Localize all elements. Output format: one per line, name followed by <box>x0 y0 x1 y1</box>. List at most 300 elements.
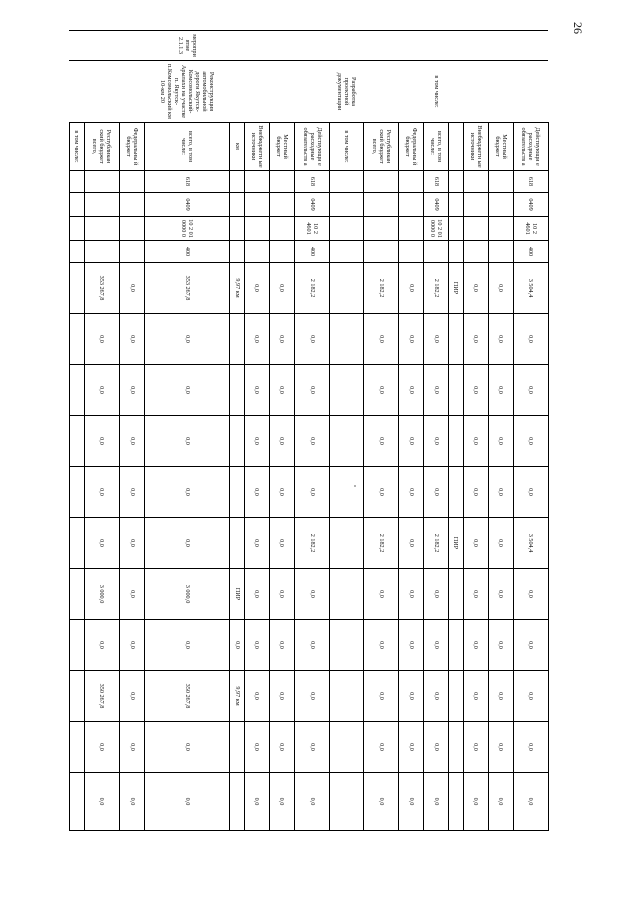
code-cell <box>70 193 85 217</box>
name-cell <box>488 31 513 61</box>
name-cell <box>363 31 398 61</box>
amount-cell <box>70 314 85 365</box>
amount-cell <box>449 773 464 831</box>
amount-cell <box>70 569 85 620</box>
funding-type-cell: в том числе: <box>330 123 364 171</box>
amount-cell: 0,0 <box>120 263 145 314</box>
amount-cell: 0,0 <box>424 416 449 467</box>
amount-cell: 0,0 <box>294 365 329 416</box>
amount-cell: 0,0 <box>488 518 513 569</box>
amount-cell <box>330 569 364 620</box>
amount-cell: 0,0 <box>424 467 449 518</box>
rotated-table-wrapper <box>69 30 549 830</box>
amount-cell: 0,0 <box>463 569 488 620</box>
amount-cell: 0,0 <box>463 518 488 569</box>
amount-cell: 0,0 <box>145 773 230 831</box>
table-row <box>294 31 329 831</box>
amount-cell: 2 182,2 <box>424 518 449 569</box>
amount-cell <box>230 416 245 467</box>
amount-cell: 0,0 <box>424 620 449 671</box>
amount-cell <box>449 416 464 467</box>
amount-cell: 0,0 <box>399 518 424 569</box>
amount-cell <box>230 722 245 773</box>
amount-cell: 0,0 <box>244 263 269 314</box>
amount-cell <box>230 773 245 831</box>
amount-cell <box>70 773 85 831</box>
amount-cell <box>70 467 85 518</box>
amount-cell: 0,0 <box>244 569 269 620</box>
amount-cell: 0,0 <box>488 773 513 831</box>
amount-cell: 0,0 <box>244 773 269 831</box>
subject-cell <box>488 61 513 123</box>
amount-cell <box>330 314 364 365</box>
table-row <box>363 31 398 831</box>
amount-cell: 0,0 <box>399 314 424 365</box>
funding-type-cell: всего, в том числе: <box>424 123 449 171</box>
amount-cell: 9,97 км <box>230 671 245 722</box>
code-cell <box>424 241 449 263</box>
amount-cell: 0,0 <box>294 773 329 831</box>
table-row <box>488 31 513 831</box>
code-cell <box>269 217 294 241</box>
amount-cell: 0,0 <box>145 518 230 569</box>
code-cell <box>399 241 424 263</box>
code-cell: 0409 <box>294 193 329 217</box>
table-row <box>463 31 488 831</box>
amount-cell: 0,0 <box>269 722 294 773</box>
code-cell <box>330 171 364 193</box>
code-cell: 10 2 01 0000 0 <box>424 217 449 241</box>
code-cell <box>70 217 85 241</box>
amount-cell: 0,0 <box>145 620 230 671</box>
amount-cell: 0,0 <box>463 365 488 416</box>
amount-cell <box>70 620 85 671</box>
subject-cell <box>449 61 464 123</box>
amount-cell <box>449 722 464 773</box>
code-cell <box>330 217 364 241</box>
code-cell <box>399 217 424 241</box>
amount-cell: 0,0 <box>424 314 449 365</box>
amount-cell: 0,0 <box>269 314 294 365</box>
amount-cell: 0,0 <box>84 314 119 365</box>
table-row <box>120 31 145 831</box>
code-cell <box>269 193 294 217</box>
amount-cell: 0,0 <box>120 722 145 773</box>
amount-cell: 0,0 <box>488 467 513 518</box>
amount-cell: 0,0 <box>145 416 230 467</box>
amount-cell: 0,0 <box>294 416 329 467</box>
amount-cell: 0,0 <box>84 416 119 467</box>
amount-cell: 0,0 <box>269 620 294 671</box>
name-cell <box>84 31 119 61</box>
code-cell <box>488 171 513 193</box>
amount-cell <box>330 263 364 314</box>
amount-cell: 3 504,4 <box>513 263 548 314</box>
amount-cell: 0,0 <box>120 467 145 518</box>
amount-cell: 0,0 <box>363 722 398 773</box>
code-cell <box>463 171 488 193</box>
amount-cell: 3 000,0 <box>145 569 230 620</box>
code-cell <box>488 193 513 217</box>
amount-cell: 0,0 <box>488 263 513 314</box>
funding-type-cell: Действующи е расходные обязательств а <box>294 123 329 171</box>
amount-cell: 0,0 <box>269 365 294 416</box>
funding-type-cell: всего, в том числе: <box>145 123 230 171</box>
name-cell: мероприятие 2.1.1.3 <box>145 31 230 61</box>
amount-cell: 2 182,2 <box>294 263 329 314</box>
amount-cell: 0,0 <box>513 314 548 365</box>
code-cell <box>70 241 85 263</box>
amount-cell: 0,0 <box>513 365 548 416</box>
funding-type-cell: Местный бюджет <box>488 123 513 171</box>
subject-cell: в том числе: <box>424 61 449 123</box>
amount-cell: ПИР <box>449 263 464 314</box>
amount-cell <box>449 671 464 722</box>
amount-cell: 0,0 <box>488 365 513 416</box>
amount-cell: 0,0 <box>488 416 513 467</box>
amount-cell: 0,0 <box>513 773 548 831</box>
funding-type-cell: км <box>230 123 245 171</box>
amount-cell <box>230 365 245 416</box>
amount-cell: 0,0 <box>424 722 449 773</box>
amount-cell: 0,0 <box>513 416 548 467</box>
code-cell: 0409 <box>513 193 548 217</box>
subject-cell <box>120 61 145 123</box>
amount-cell <box>330 773 364 831</box>
code-cell: 400 <box>145 241 230 263</box>
code-cell: 10 2 4601 <box>294 217 329 241</box>
amount-cell: 0,0 <box>244 467 269 518</box>
amount-cell: 0,0 <box>294 620 329 671</box>
amount-cell <box>70 263 85 314</box>
code-cell: 618 <box>294 171 329 193</box>
subject-cell <box>363 61 398 123</box>
code-cell <box>449 241 464 263</box>
amount-cell: 0,0 <box>269 467 294 518</box>
amount-cell: 0,0 <box>463 263 488 314</box>
amount-cell <box>230 314 245 365</box>
amount-cell: 0,0 <box>424 671 449 722</box>
code-cell <box>230 241 245 263</box>
amount-cell: 0,0 <box>84 620 119 671</box>
code-cell: 618 <box>145 171 230 193</box>
code-cell <box>399 193 424 217</box>
funding-type-cell: Местный бюджет <box>269 123 294 171</box>
amount-cell <box>70 416 85 467</box>
amount-cell: 0,0 <box>424 569 449 620</box>
amount-cell: 0,0 <box>399 467 424 518</box>
funding-type-cell: Федеральны й бюджет <box>120 123 145 171</box>
name-cell <box>449 31 464 61</box>
amount-cell: 0,0 <box>84 467 119 518</box>
code-cell: 0409 <box>424 193 449 217</box>
amount-cell: 0,0 <box>363 314 398 365</box>
amount-cell <box>70 671 85 722</box>
amount-cell <box>70 365 85 416</box>
name-cell <box>513 31 548 61</box>
code-cell <box>244 171 269 193</box>
code-cell <box>84 171 119 193</box>
amount-cell <box>330 518 364 569</box>
amount-cell: ПИР <box>230 569 245 620</box>
code-cell <box>449 171 464 193</box>
code-cell <box>244 241 269 263</box>
amount-cell: 0,0 <box>244 722 269 773</box>
table-row <box>424 31 449 831</box>
code-cell <box>330 193 364 217</box>
amount-cell <box>449 569 464 620</box>
code-cell <box>84 217 119 241</box>
amount-cell: 3 000,0 <box>84 569 119 620</box>
name-cell <box>294 31 329 61</box>
amount-cell: 0,0 <box>488 569 513 620</box>
amount-cell: 0,0 <box>244 518 269 569</box>
amount-cell: 0,0 <box>244 416 269 467</box>
amount-cell: 0,0 <box>120 416 145 467</box>
amount-cell: 0,0 <box>269 671 294 722</box>
name-cell <box>399 31 424 61</box>
name-cell <box>424 31 449 61</box>
code-cell <box>330 241 364 263</box>
name-cell <box>463 31 488 61</box>
amount-cell: 0,0 <box>488 671 513 722</box>
funding-type-cell: Действующи е расходные обязательств а <box>513 123 548 171</box>
code-cell <box>363 171 398 193</box>
code-cell: 618 <box>513 171 548 193</box>
amount-cell: 0,0 <box>513 467 548 518</box>
amount-cell: 0,0 <box>513 569 548 620</box>
amount-cell: 0,0 <box>488 620 513 671</box>
amount-cell: 0,0 <box>294 671 329 722</box>
amount-cell: 0,0 <box>120 773 145 831</box>
amount-cell: 0,0 <box>399 671 424 722</box>
code-cell <box>84 241 119 263</box>
amount-cell: 0,0 <box>463 467 488 518</box>
amount-cell: 0,0 <box>269 773 294 831</box>
subject-cell <box>463 61 488 123</box>
code-cell: 0409 <box>145 193 230 217</box>
funding-type-cell: Республикан ский бюджет всего, <box>363 123 398 171</box>
code-cell <box>399 171 424 193</box>
amount-cell <box>330 620 364 671</box>
amount-cell <box>330 671 364 722</box>
table-row <box>84 31 119 831</box>
amount-cell: 353 267,8 <box>84 263 119 314</box>
code-cell <box>70 171 85 193</box>
code-cell <box>363 241 398 263</box>
amount-cell: 0,0 <box>84 365 119 416</box>
amount-cell <box>449 467 464 518</box>
amount-cell <box>330 365 364 416</box>
code-cell <box>449 193 464 217</box>
table-row <box>244 31 269 831</box>
amount-cell: 0,0 <box>294 569 329 620</box>
code-cell <box>449 217 464 241</box>
amount-cell: 0,0 <box>463 620 488 671</box>
code-cell <box>120 217 145 241</box>
amount-cell: 0,0 <box>244 620 269 671</box>
subject-cell <box>244 61 269 123</box>
amount-cell <box>330 722 364 773</box>
funding-type-cell: Внебюджетн ые источники <box>463 123 488 171</box>
amount-cell: 0,0 <box>244 365 269 416</box>
amount-cell: 0,0 <box>488 314 513 365</box>
amount-cell: 0,0 <box>363 365 398 416</box>
amount-cell: 0,0 <box>363 416 398 467</box>
code-cell: 618 <box>424 171 449 193</box>
amount-cell: 0,0 <box>513 722 548 773</box>
amount-cell: 2 182,2 <box>363 518 398 569</box>
amount-cell: 0,0 <box>424 773 449 831</box>
code-cell <box>244 193 269 217</box>
amount-cell: 0,0 <box>145 722 230 773</box>
amount-cell: 3 504,4 <box>513 518 548 569</box>
funding-type-cell: Внебюджетн ые источники <box>244 123 269 171</box>
amount-cell: 0,0 <box>513 671 548 722</box>
amount-cell: 0,0 <box>399 365 424 416</box>
amount-cell: 0,0 <box>463 722 488 773</box>
amount-cell: 2 182,2 <box>294 518 329 569</box>
amount-cell: 0,0 <box>399 569 424 620</box>
name-cell <box>230 31 245 61</box>
name-cell <box>244 31 269 61</box>
code-cell: 400 <box>513 241 548 263</box>
amount-cell: 0,0 <box>84 722 119 773</box>
amount-cell: 0,0 <box>269 416 294 467</box>
budget-table <box>69 30 549 831</box>
code-cell <box>244 217 269 241</box>
code-cell <box>463 241 488 263</box>
code-cell <box>84 193 119 217</box>
amount-cell: 0,0 <box>294 314 329 365</box>
amount-cell: 0,0 <box>363 467 398 518</box>
table-row <box>230 31 245 831</box>
amount-cell: 0,0 <box>145 467 230 518</box>
amount-cell: 0,0 <box>513 620 548 671</box>
amount-cell: 0,0 <box>120 569 145 620</box>
amount-cell <box>330 416 364 467</box>
amount-cell: 0,0 <box>399 620 424 671</box>
subject-cell <box>399 61 424 123</box>
amount-cell: 2 182,2 <box>424 263 449 314</box>
amount-cell: 0,0 <box>399 263 424 314</box>
amount-cell: 0,0 <box>120 518 145 569</box>
code-cell <box>230 171 245 193</box>
amount-cell: 0,0 <box>84 773 119 831</box>
amount-cell: 350 267,8 <box>84 671 119 722</box>
amount-cell: 0,0 <box>269 263 294 314</box>
code-cell <box>488 241 513 263</box>
amount-cell: 0,0 <box>399 416 424 467</box>
amount-cell: 353 267,8 <box>145 263 230 314</box>
amount-cell: 0,0 <box>488 722 513 773</box>
amount-cell: 0,0 <box>363 773 398 831</box>
table-row <box>449 31 464 831</box>
amount-cell: 0,0 <box>269 518 294 569</box>
code-cell <box>463 217 488 241</box>
subject-cell: Реконструкция автомобильной дороги Якутск-Комсомольский-Арылахи на участке п. Якутск-п.Комсомольский км 10-км 20 <box>145 61 230 123</box>
amount-cell: 0,0 <box>363 620 398 671</box>
subject-cell <box>70 61 85 123</box>
amount-cell: 0,0 <box>244 314 269 365</box>
amount-cell: 0,0 <box>120 620 145 671</box>
amount-cell: 350 267,8 <box>145 671 230 722</box>
table-row <box>330 31 364 831</box>
amount-cell: 0,0 <box>463 671 488 722</box>
code-cell <box>488 217 513 241</box>
subject-cell <box>294 61 329 123</box>
code-cell <box>120 171 145 193</box>
name-cell <box>120 31 145 61</box>
code-cell: 10 2 4601 <box>513 217 548 241</box>
amount-cell: 0,0 <box>84 518 119 569</box>
amount-cell: 0,0 <box>269 569 294 620</box>
table-row <box>399 31 424 831</box>
amount-cell: 0,0 <box>120 671 145 722</box>
code-cell <box>230 193 245 217</box>
name-cell <box>269 31 294 61</box>
amount-cell: 0,0 <box>424 365 449 416</box>
amount-cell: 0,0 <box>145 314 230 365</box>
subject-cell <box>269 61 294 123</box>
funding-type-cell: Федеральны й бюджет <box>399 123 424 171</box>
amount-cell: ПИР <box>449 518 464 569</box>
amount-cell: 0,0 <box>120 314 145 365</box>
table-row <box>269 31 294 831</box>
amount-cell: 0,0 <box>244 671 269 722</box>
subject-cell <box>230 61 245 123</box>
amount-cell <box>449 314 464 365</box>
table-row <box>70 31 85 831</box>
subject-cell <box>84 61 119 123</box>
amount-cell: 0,0 <box>294 467 329 518</box>
code-cell <box>363 217 398 241</box>
code-cell: 400 <box>294 241 329 263</box>
amount-cell <box>230 518 245 569</box>
table-row <box>145 31 230 831</box>
table-row <box>513 31 548 831</box>
amount-cell: 0,0 <box>463 416 488 467</box>
amount-cell <box>449 620 464 671</box>
amount-cell: 2 182,2 <box>363 263 398 314</box>
subject-cell <box>513 61 548 123</box>
amount-cell <box>70 722 85 773</box>
name-cell <box>70 31 85 61</box>
amount-cell: 0,0 <box>120 365 145 416</box>
code-cell <box>269 171 294 193</box>
funding-type-cell: Республикан ский бюджет всего, <box>84 123 119 171</box>
amount-cell: 0,0 <box>399 773 424 831</box>
code-cell <box>120 193 145 217</box>
page-number: 26 <box>571 22 585 34</box>
funding-type-cell: в том числе: <box>70 123 85 171</box>
amount-cell: 0,0 <box>145 365 230 416</box>
code-cell <box>269 241 294 263</box>
amount-cell: 0,0 <box>363 671 398 722</box>
amount-cell <box>230 467 245 518</box>
subject-cell: Разработка проектной документации <box>330 61 364 123</box>
amount-cell: 0,0 <box>230 620 245 671</box>
code-cell <box>230 217 245 241</box>
name-cell <box>330 31 364 61</box>
amount-cell: 0,0 <box>463 773 488 831</box>
amount-cell: 9,97 км <box>230 263 245 314</box>
amount-cell: 0,0 <box>363 569 398 620</box>
amount-cell: 0,0 <box>399 722 424 773</box>
code-cell <box>363 193 398 217</box>
amount-cell: 0,0 <box>294 722 329 773</box>
amount-cell <box>449 365 464 416</box>
